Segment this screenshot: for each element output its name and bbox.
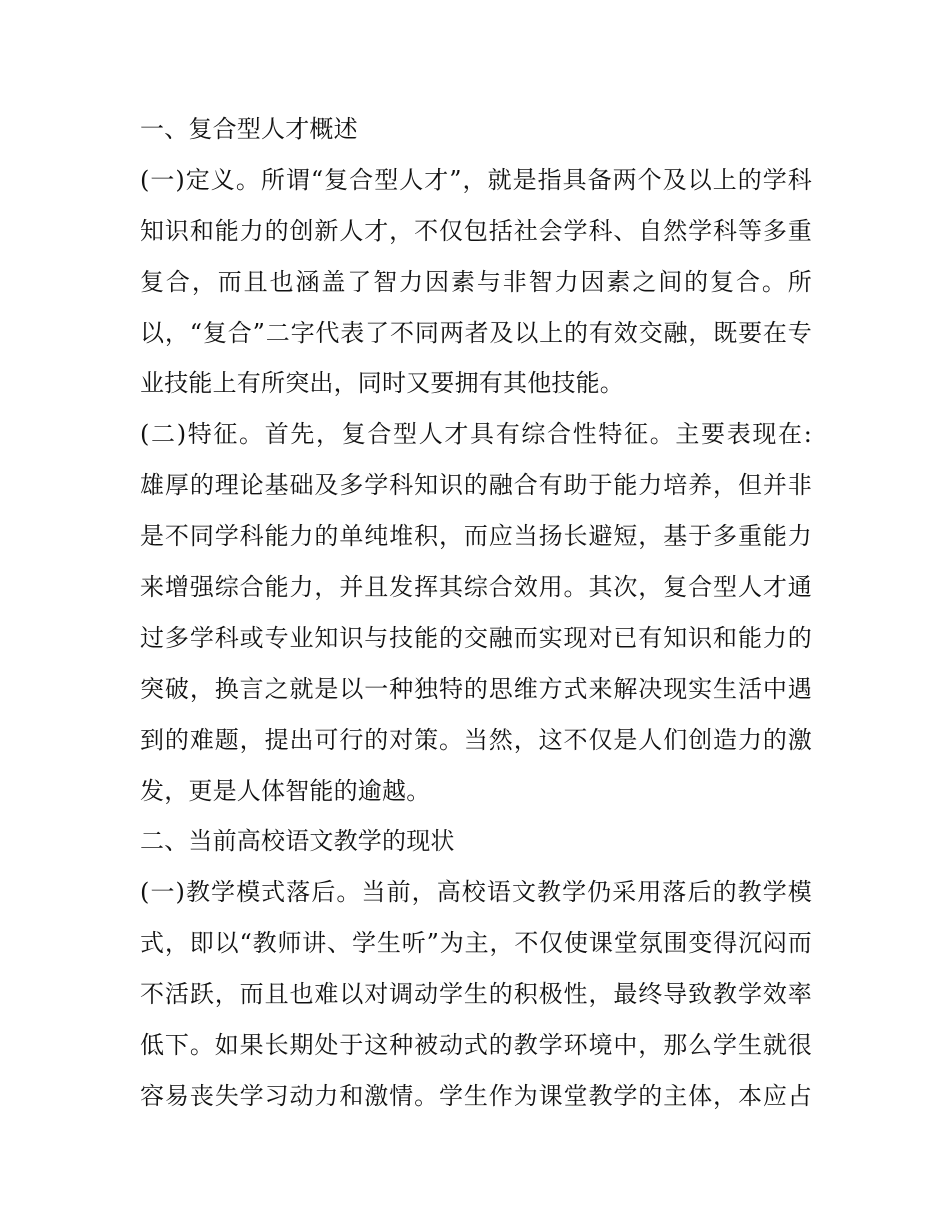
text-line: 雄厚的理论基础及多学科知识的融合有助于能力培养，但并非 [140, 471, 812, 500]
text-line: 来增强综合能力，并且发挥其综合效用。其次，复合型人才通 [140, 573, 812, 602]
text-line: 到的难题，提出可行的对策。当然，这不仅是人们创造力的激 [140, 725, 812, 754]
text-line: 是不同学科能力的单纯堆积，而应当扬长避短，基于多重能力 [140, 522, 812, 551]
text-line: 业技能上有所突出，同时又要拥有其他技能。 [140, 369, 624, 398]
text-line: 以，“复合”二字代表了不同两者及以上的有效交融，既要在专 [140, 318, 812, 347]
text-line: 不活跃，而且也难以对调动学生的积极性，最终导致教学效率 [140, 980, 812, 1009]
text-line: 突破，换言之就是以一种独特的思维方式来解决现实生活中遇 [140, 674, 812, 703]
document-body [140, 104, 812, 1122]
text-line: 过多学科或专业知识与技能的交融而实现对已有知识和能力的 [140, 623, 812, 652]
text-line: (二)特征。首先，复合型人才具有综合性特征。主要表现在: [140, 420, 812, 449]
text-line: (一)教学模式落后。当前，高校语文教学仍采用落后的教学模 [140, 878, 812, 907]
text-line: 知识和能力的创新人才，不仅包括社会学科、自然学科等多重 [140, 216, 812, 245]
text-line: 式，即以“教师讲、学生听”为主，不仅使课堂氛围变得沉闷而 [140, 929, 812, 958]
text-line: 一、复合型人才概述 [140, 115, 358, 143]
text-line: (一)定义。所谓“复合型人才”，就是指具备两个及以上的学科 [140, 165, 812, 194]
text-line: 复合，而且也涵盖了智力因素与非智力因素之间的复合。所 [140, 267, 812, 296]
text-line: 低下。如果长期处于这种被动式的教学环境中，那么学生就很 [140, 1031, 812, 1060]
text-line: 容易丧失学习动力和激情。学生作为课堂教学的主体，本应占 [140, 1081, 812, 1110]
text-line: 发，更是人体智能的逾越。 [140, 776, 431, 805]
text-line: 二、当前高校语文教学的现状 [140, 827, 455, 856]
